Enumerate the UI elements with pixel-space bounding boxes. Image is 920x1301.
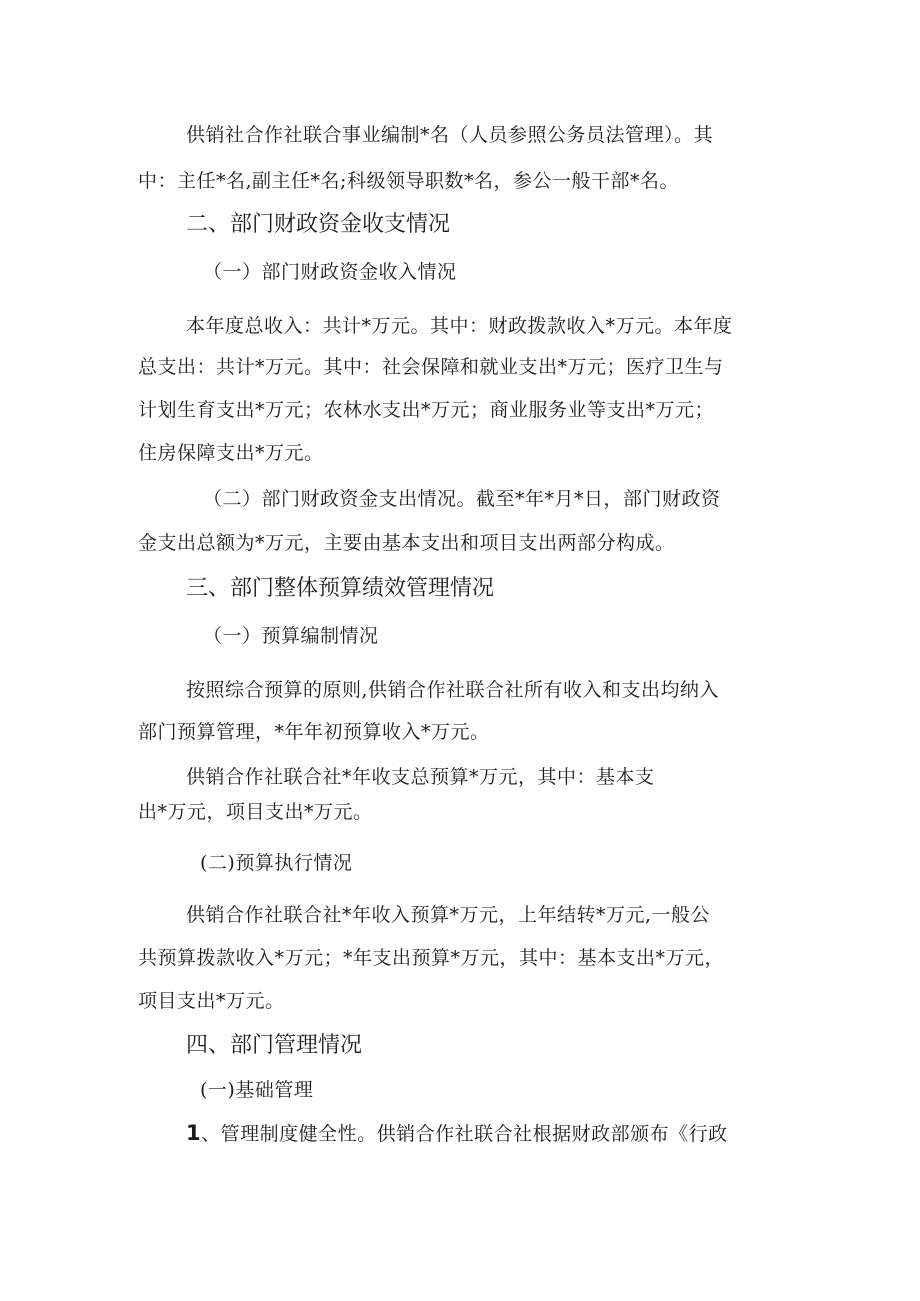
paragraph-expenditure-line-1: （二）部门财政资金支出情况。截至*年*月*日，部门财政资 [203, 488, 721, 510]
section-heading-4: 四、部门管理情况 [186, 1033, 363, 1058]
paragraph-total-budget-line-2: 出*万元，项目支出*万元。 [138, 801, 373, 823]
paragraph-budget-line-1: 按照综合预算的原则,供销合作社联合社所有收入和支出均纳入 [186, 679, 720, 701]
section-heading-2: 二、部门财政资金收支情况 [186, 212, 451, 237]
list-number: 1 [186, 1121, 202, 1145]
paragraph-staffing-line-1: 供销社合作社联合事业编制*名（人员参照公务员法管理）。其 [186, 124, 714, 146]
paragraph-income-line-4: 住房保障支出*万元。 [138, 442, 324, 464]
paragraph-expenditure-line-2: 金支出总额为*万元，主要由基本支出和项目支出两部分构成。 [138, 532, 675, 554]
paragraph-execution-line-1: 供销合作社联合社*年收入预算*万元，上年结转*万元,一般公 [186, 904, 711, 926]
paragraph-income-line-3: 计划生育支出*万元；农林水支出*万元；商业服务业等支出*万元； [138, 399, 715, 421]
paragraph-management-line-1 [186, 1120, 836, 1147]
paragraph-total-budget-line-1: 供销合作社联合社*年收支总预算*万元，其中：基本支 [186, 766, 655, 788]
subsection-heading-2-1: （一）部门财政资金收入情况 [203, 261, 457, 283]
paragraph-budget-line-2: 部门预算管理，*年年初预算收入*万元。 [138, 721, 490, 743]
paragraph-income-line-2: 总支出：共计*万元。其中：社会保障和就业支出*万元；医疗卫生与 [138, 356, 724, 378]
subsection-heading-3-2: (二)预算执行情况 [200, 852, 353, 874]
section-heading-3: 三、部门整体预算绩效管理情况 [186, 576, 495, 601]
paragraph-management-text: 、管理制度健全性。供销合作社联合社根据财政部颁布《行政 [201, 1123, 728, 1145]
paragraph-execution-line-2: 共预算拨款收入*万元；*年支出预算*万元，其中：基本支出*万元， [138, 947, 725, 969]
paragraph-income-line-1: 本年度总收入：共计*万元。其中：财政拨款收入*万元。本年度 [186, 315, 733, 337]
paragraph-staffing-line-2: 中：主任*名,副主任*名;科级领导职数*名，参公一般干部*名。 [138, 170, 679, 192]
subsection-heading-3-1: （一）预算编制情况 [203, 625, 379, 647]
paragraph-execution-line-3: 项目支出*万元。 [138, 990, 285, 1012]
subsection-heading-4-1: (一)基础管理 [200, 1079, 314, 1101]
